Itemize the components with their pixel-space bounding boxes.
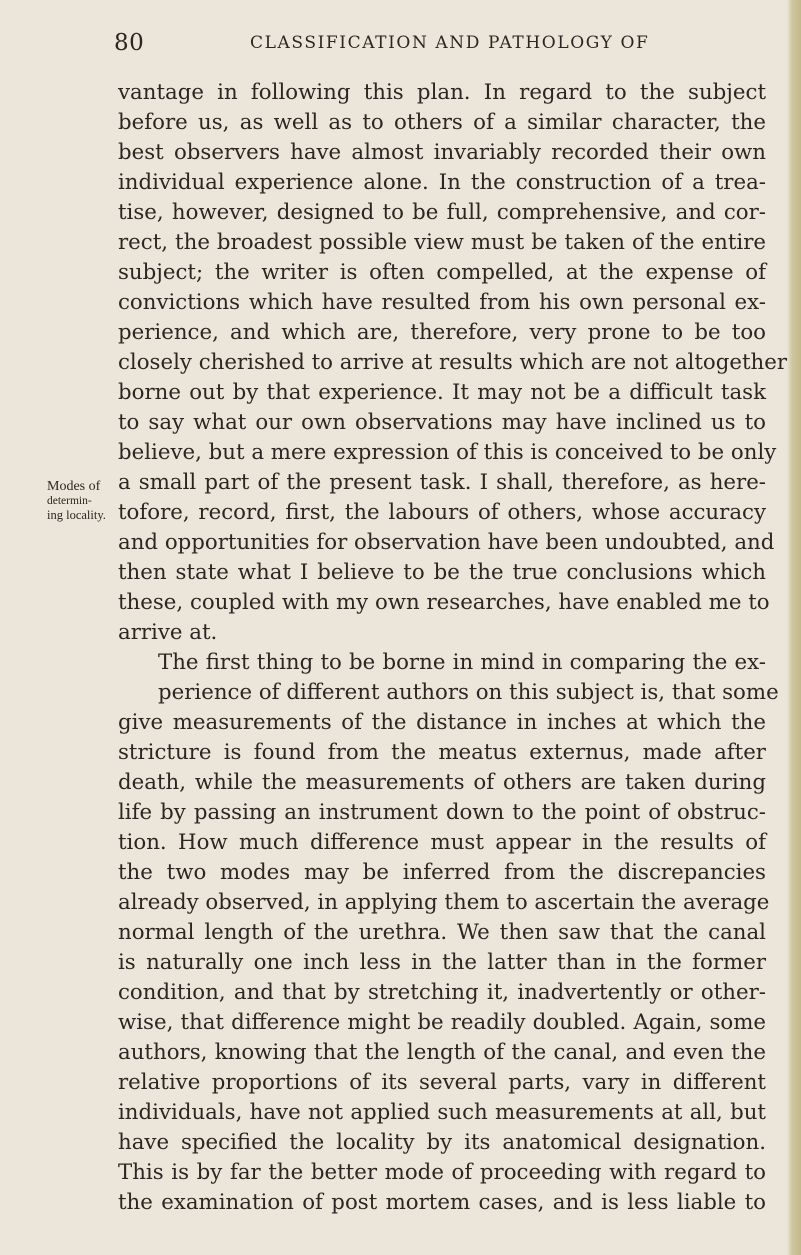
page-number: 80 xyxy=(114,30,145,56)
text-line: convictions which have resulted from his own personal ex- xyxy=(118,290,766,315)
text-line: This is by far the better mode of proceeding with regard to xyxy=(118,1160,766,1185)
text-line: is naturally one inch less in the latter than in the former xyxy=(118,950,766,975)
text-line: before us, as well as to others of a similar character, the xyxy=(118,110,766,135)
text-line: death, while the measurements of others are taken during xyxy=(118,770,766,795)
text-line: tise, however, designed to be full, comprehensive, and cor- xyxy=(118,200,766,225)
text-line: believe, but a mere expression of this is conceived to be only xyxy=(118,440,777,465)
text-line: individuals, have not applied such measurements at all, but xyxy=(118,1100,766,1125)
text-line-indented: The first thing to be borne in mind in comparing the ex- xyxy=(158,650,766,675)
text-line: individual experience alone. In the construction of a trea- xyxy=(118,170,766,195)
text-line: normal length of the urethra. We then saw that the canal xyxy=(118,920,766,945)
margin-note-line: determin- xyxy=(47,495,92,507)
text-line: rect, the broadest possible view must be taken of the entire xyxy=(118,230,766,255)
text-line: wise, that difference might be readily doubled. Again, some xyxy=(118,1010,766,1035)
text-line: arrive at. xyxy=(118,620,218,645)
text-line: to say what our own observations may have inclined us to xyxy=(118,410,766,435)
text-line: authors, knowing that the length of the canal, and even the xyxy=(118,1040,766,1065)
running-head: CLASSIFICATION AND PATHOLOGY OF xyxy=(250,33,650,53)
text-line: subject; the writer is often compelled, at the expense of xyxy=(118,260,766,285)
text-line: perience of different authors on this subject is, that some xyxy=(158,680,779,705)
margin-note xyxy=(47,480,117,522)
text-line: closely cherished to arrive at results which are not altogether xyxy=(118,350,788,375)
text-line: these, coupled with my own researches, have enabled me to xyxy=(118,590,770,615)
text-line: the examination of post mortem cases, and is less liable to xyxy=(118,1190,766,1215)
text-line: tofore, record, first, the labours of others, whose accuracy xyxy=(118,500,766,525)
margin-note-line: Modes of xyxy=(47,479,101,494)
text-line: then state what I believe to be the true conclusions which xyxy=(118,560,766,585)
text-line: already observed, in applying them to ascertain the average xyxy=(118,890,770,915)
text-line: have specified the locality by its anatomical designation. xyxy=(118,1130,766,1155)
page-header xyxy=(0,30,801,60)
text-line: life by passing an instrument down to the point of obstruc- xyxy=(118,800,766,825)
page-edge xyxy=(787,0,801,1255)
text-line: best observers have almost invariably recorded their own xyxy=(118,140,766,165)
text-line: give measurements of the distance in inches at which the xyxy=(118,710,766,735)
text-line: condition, and that by stretching it, inadvertently or other- xyxy=(118,980,766,1005)
margin-note-line: ing locality. xyxy=(47,508,106,522)
text-line: and opportunities for observation have been undoubted, and xyxy=(118,530,775,555)
text-line: vantage in following this plan. In regard to the subject xyxy=(118,80,766,105)
text-line: borne out by that experience. It may not be a difficult task xyxy=(118,380,766,405)
text-line: relative proportions of its several parts, vary in different xyxy=(118,1070,766,1095)
text-line: perience, and which are, therefore, very prone to be too xyxy=(118,320,766,345)
text-line: a small part of the present task. I shall, therefore, as here- xyxy=(118,470,766,495)
text-line: stricture is found from the meatus externus, made after xyxy=(118,740,766,765)
text-line: the two modes may be inferred from the discrepancies xyxy=(118,860,766,885)
text-line: tion. How much difference must appear in the results of xyxy=(118,830,766,855)
